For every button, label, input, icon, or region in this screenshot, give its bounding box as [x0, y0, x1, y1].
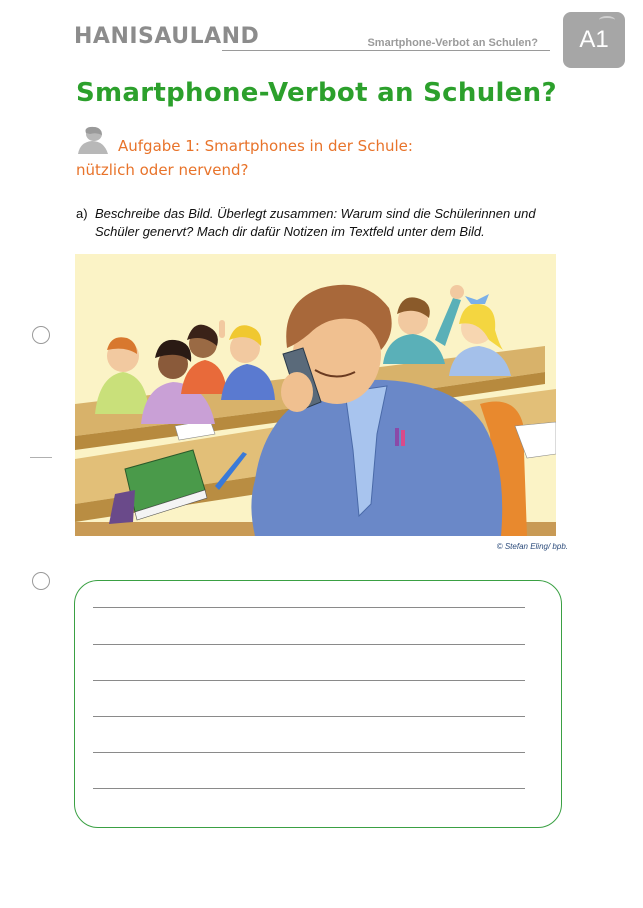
instruction-letter: a)	[76, 206, 88, 221]
level-badge	[563, 12, 625, 68]
task-heading-line1: Aufgabe 1: Smartphones in der Schule:	[118, 137, 413, 155]
logo: HANISAULAND	[74, 24, 260, 49]
instruction-text: Beschreibe das Bild. Überlegt zusammen: Warum sind die Schülerinnen und Schüler genervt? Mach dir dafür Notizen im Textfeld unter dem Bild.	[95, 206, 536, 239]
notes-line	[93, 680, 525, 681]
notes-line	[93, 644, 525, 645]
notes-box[interactable]	[74, 580, 562, 828]
hole-punch-top	[32, 326, 50, 344]
classroom-illustration	[75, 254, 556, 536]
notes-line	[93, 752, 525, 753]
student-silhouette-icon	[76, 126, 110, 154]
header-title: Smartphone-Verbot an Schulen?	[367, 37, 538, 49]
badge-label: A1	[579, 26, 609, 53]
page-title: Smartphone-Verbot an Schulen?	[76, 78, 557, 108]
notes-line	[93, 716, 525, 717]
hole-punch-bottom	[32, 572, 50, 590]
image-credit: © Stefan Eling/ bpb.	[496, 542, 568, 551]
fold-mark	[30, 457, 52, 458]
instruction	[76, 205, 556, 241]
notes-line	[93, 788, 525, 789]
header-rule	[222, 50, 550, 51]
task-heading-line2: nützlich oder nervend?	[76, 161, 249, 179]
notes-line	[93, 607, 525, 608]
badge-bird-icon	[599, 16, 615, 24]
